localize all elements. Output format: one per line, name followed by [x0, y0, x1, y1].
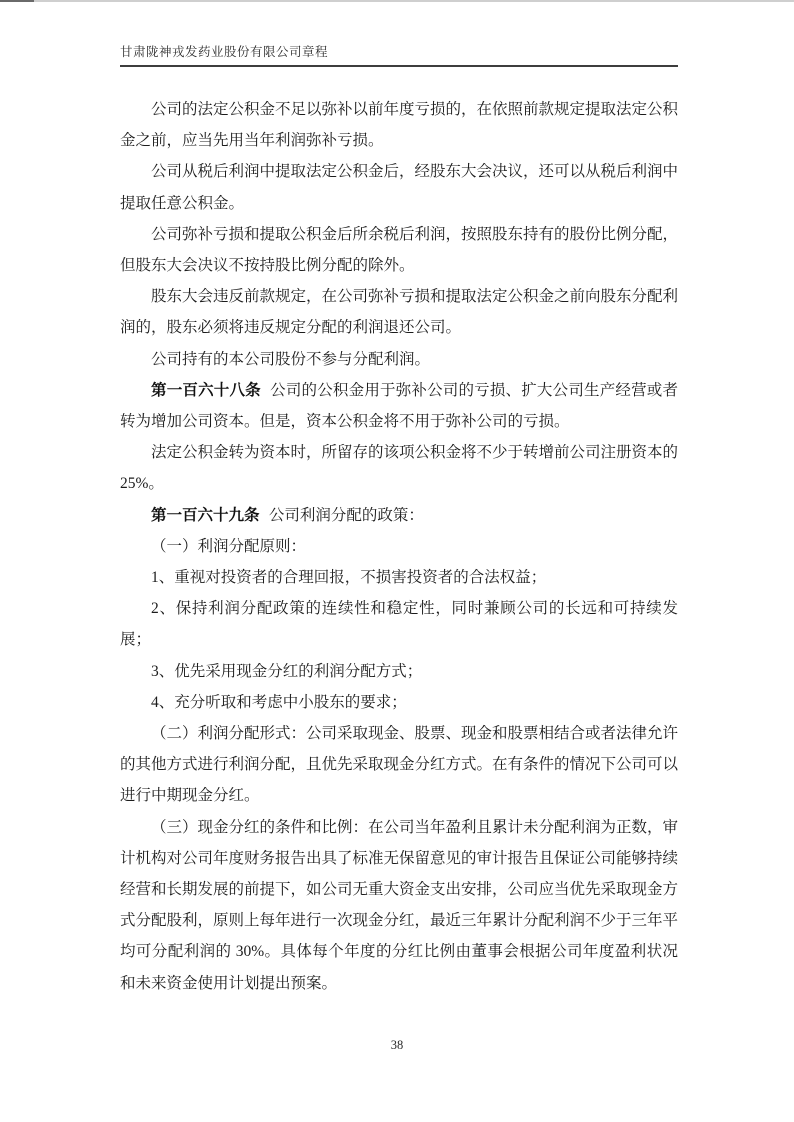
paragraph — [120, 219, 678, 281]
page-top-edge — [0, 0, 794, 2]
paragraph-text: 公司持有的本公司股份不参与分配利润。 — [151, 350, 431, 368]
paragraph-text: （一）利润分配原则： — [151, 537, 307, 555]
paragraph — [120, 437, 678, 499]
paragraph — [120, 687, 678, 718]
page-top-edge-dark-segment — [0, 0, 34, 2]
paragraph — [120, 531, 678, 562]
paragraph-text: 3、优先采用现金分红的利润分配方式； — [151, 662, 423, 680]
paragraph-text: 1、重视对投资者的合理回报，不损害投资者的合法权益； — [151, 569, 547, 587]
paragraph-text: 公司的法定公积金不足以弥补以前年度亏损的，在依照前款规定提取法定公积金之前，应当先用当年利润弥补亏损。 — [120, 101, 679, 150]
paragraph — [120, 656, 678, 687]
article-number: 第一百六十八条 — [151, 381, 261, 399]
paragraph-text: 公司利润分配的政策： — [268, 506, 424, 524]
paragraph — [120, 156, 678, 218]
paragraph-text: 股东大会违反前款规定，在公司弥补亏损和提取法定公积金之前向股东分配利润的，股东必须将违反规定分配的利润退还公司。 — [120, 288, 679, 337]
page-number: 38 — [390, 1038, 404, 1052]
paragraph-text: （二）利润分配形式：公司采取现金、股票、现金和股票相结合或者法律允许的其他方式进行利润分配，且优先采取现金分红方式。在有条件的情况下公司可以进行中期现金分红。 — [120, 725, 679, 805]
page-header-title: 甘肃陇神戎发药业股份有限公司章程 — [120, 45, 329, 59]
content-area — [120, 94, 678, 999]
paragraph-text: 2、保持利润分配政策的连续性和稳定性，同时兼顾公司的长远和可持续发展； — [120, 600, 678, 649]
paragraph-text: 4、充分听取和考虑中小股东的要求； — [151, 693, 407, 711]
paragraph — [120, 812, 678, 999]
paragraph-text: （三）现金分红的条件和比例：在公司当年盈利且累计未分配利润为正数，审计机构对公司年度财务报告出具了标准无保留意见的审计报告且保证公司能够持续经营和长期发展的前提下，如公司无重大资金支出安排，公司应当优先采取现金方式分配股利，原则上每年进行一次现金分红，最近三年累计分配利润不少于三年平均可分配利润的 30%。具体每个年度的分红比例由董事会根据公司年度盈利状况和未来资金使用计划提出预案。 — [120, 818, 679, 992]
paragraph-article-168 — [120, 375, 678, 437]
paragraph-article-169 — [120, 500, 678, 531]
paragraph — [120, 718, 678, 812]
paragraph-text: 公司弥补亏损和提取公积金后所余税后利润，按照股东持有的股份比例分配，但股东大会决议不按持股比例分配的除外。 — [120, 225, 679, 275]
paragraph — [120, 562, 678, 593]
paragraph — [120, 344, 678, 375]
paragraph — [120, 281, 678, 343]
article-number: 第一百六十九条 — [151, 506, 260, 524]
paragraph-text: 法定公积金转为资本时，所留存的该项公积金将不少于转增前公司注册资本的 25%。 — [120, 444, 679, 493]
paragraph-text: 公司的公积金用于弥补公司的亏损、扩大公司生产经营或者转为增加公司资本。但是，资本公积金将不用于弥补公司的亏损。 — [120, 381, 678, 431]
paragraph-text: 公司从税后利润中提取法定公积金后，经股东大会决议，还可以从税后利润中提取任意公积金。 — [120, 163, 679, 212]
paragraph — [120, 593, 678, 655]
paragraph — [120, 94, 678, 156]
page-header — [120, 42, 678, 67]
